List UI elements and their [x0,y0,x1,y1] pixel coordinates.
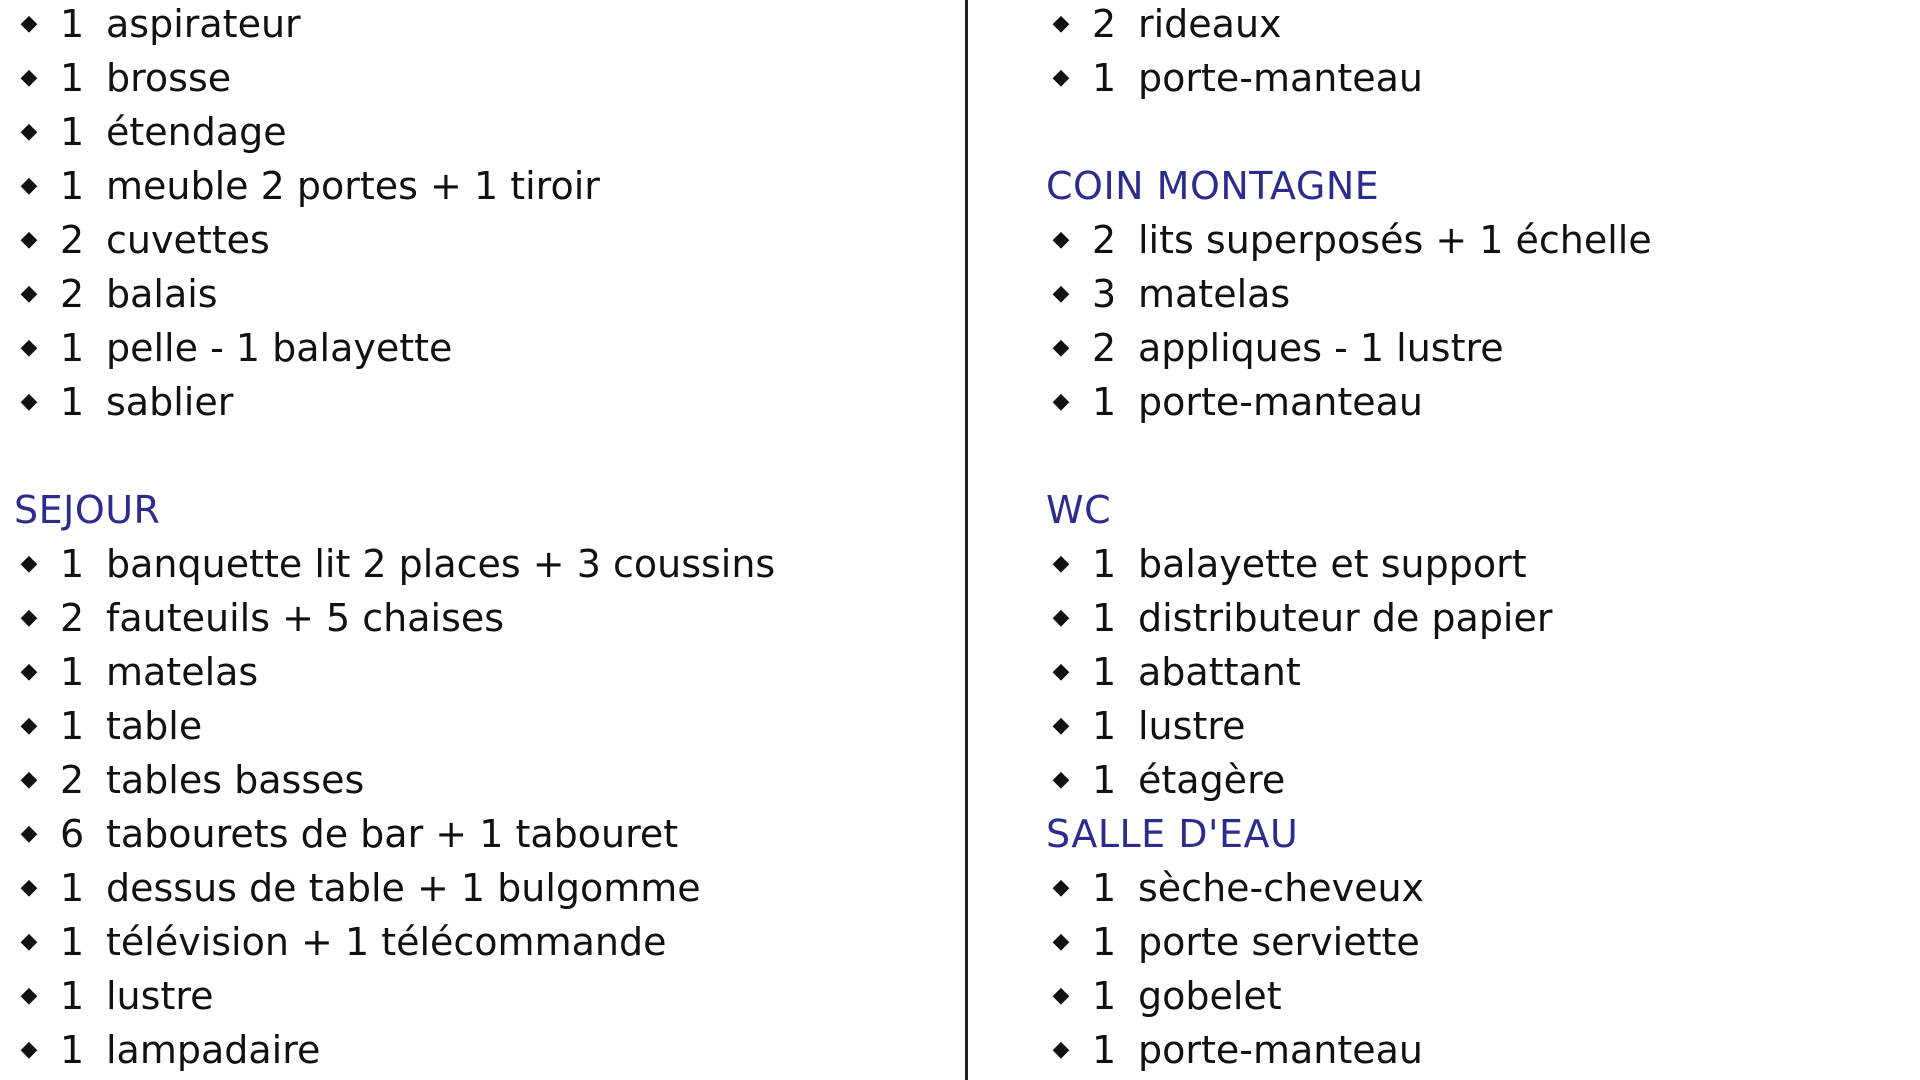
bullet-diamond-icon: ◆ [20,983,38,1008]
item-quantity: 6 [60,812,85,856]
item-label: lits superposés + 1 échelle [1138,218,1652,262]
bullet-diamond-icon: ◆ [20,119,38,144]
bullet-diamond-icon: ◆ [1052,713,1070,738]
item-quantity: 1 [60,56,85,100]
list-item [14,753,954,807]
list-item [1046,321,1906,375]
section-divers [1046,0,1906,105]
section-title-sejour: SEJOUR [14,488,161,532]
column-divider [965,0,968,1080]
item-label: sèche-cheveux [1138,866,1425,910]
item-quantity: 1 [1092,758,1117,802]
item-label: dessus de table + 1 bulgomme [106,866,701,910]
item-quantity: 1 [1092,1028,1117,1072]
item-quantity: 2 [1092,326,1117,370]
item-quantity: 2 [60,758,85,802]
bullet-diamond-icon: ◆ [20,659,38,684]
bullet-diamond-icon: ◆ [20,767,38,792]
list-item [1046,213,1906,267]
item-label: brosse [106,56,232,100]
item-quantity: 2 [60,596,85,640]
bullet-diamond-icon: ◆ [20,821,38,846]
list-item [14,645,954,699]
item-quantity: 1 [1092,650,1117,694]
list-item [14,537,954,591]
bullet-diamond-icon: ◆ [1052,65,1070,90]
bullet-diamond-icon: ◆ [20,65,38,90]
item-quantity: 1 [60,866,85,910]
item-quantity: 1 [60,326,85,370]
item-quantity: 1 [60,704,85,748]
item-label: gobelet [1138,974,1282,1018]
list-item [14,807,954,861]
bullet-diamond-icon: ◆ [20,1037,38,1062]
item-label: porte serviette [1138,920,1420,964]
item-label: lustre [106,974,214,1018]
list-item [1046,267,1906,321]
list-item [1046,861,1906,915]
item-label: matelas [1138,272,1291,316]
section-title-salle-d-eau: SALLE D'EAU [1046,812,1299,856]
list-item [14,51,954,105]
list-item [1046,0,1906,51]
item-label: étagère [1138,758,1286,802]
item-label: lustre [1138,704,1246,748]
list-item [14,105,954,159]
item-quantity: 1 [1092,974,1117,1018]
item-label: abattant [1138,650,1301,694]
item-label: tables basses [106,758,365,802]
item-label: étendage [106,110,287,154]
list-item [1046,915,1906,969]
item-quantity: 1 [60,2,85,46]
left-column [14,0,954,1077]
list-item [1046,753,1906,807]
list-item [14,375,954,429]
section-wc [1046,483,1906,807]
item-quantity: 1 [1092,866,1117,910]
item-quantity: 1 [1092,542,1117,586]
section-title-coin-montagne: COIN MONTAGNE [1046,164,1380,208]
section-title-wc: WC [1046,488,1112,532]
bullet-diamond-icon: ◆ [1052,389,1070,414]
list-item [1046,699,1906,753]
item-label: télévision + 1 télécommande [106,920,667,964]
bullet-diamond-icon: ◆ [20,605,38,630]
bullet-diamond-icon: ◆ [20,281,38,306]
bullet-diamond-icon: ◆ [20,389,38,414]
section-coin-montagne [1046,159,1906,429]
item-quantity: 1 [1092,920,1117,964]
item-label: pelle - 1 balayette [106,326,453,370]
bullet-diamond-icon: ◆ [1052,335,1070,360]
item-label: aspirateur [106,2,301,46]
item-label: banquette lit 2 places + 3 coussins [106,542,776,586]
list-item [14,267,954,321]
bullet-diamond-icon: ◆ [1052,983,1070,1008]
list-item [14,1023,954,1077]
list-item [14,915,954,969]
bullet-diamond-icon: ◆ [1052,929,1070,954]
item-quantity: 1 [60,164,85,208]
bullet-diamond-icon: ◆ [20,875,38,900]
item-label: appliques - 1 lustre [1138,326,1504,370]
list-item [1046,969,1906,1023]
list-item [14,591,954,645]
bullet-diamond-icon: ◆ [1052,1037,1070,1062]
item-label: sablier [106,380,234,424]
item-quantity: 2 [1092,2,1117,46]
item-label: distributeur de papier [1138,596,1553,640]
item-quantity: 1 [60,110,85,154]
bullet-diamond-icon: ◆ [20,713,38,738]
bullet-diamond-icon: ◆ [1052,227,1070,252]
bullet-diamond-icon: ◆ [1052,11,1070,36]
item-quantity: 1 [1092,596,1117,640]
list-item [1046,375,1906,429]
item-quantity: 1 [1092,380,1117,424]
bullet-diamond-icon: ◆ [1052,605,1070,630]
item-label: matelas [106,650,259,694]
bullet-diamond-icon: ◆ [1052,281,1070,306]
bullet-diamond-icon: ◆ [20,551,38,576]
section-menage [14,0,954,429]
item-label: cuvettes [106,218,270,262]
item-quantity: 1 [60,920,85,964]
item-quantity: 1 [60,380,85,424]
list-item [1046,1023,1906,1077]
item-label: porte-manteau [1138,380,1424,424]
item-label: balais [106,272,218,316]
item-label: table [106,704,203,748]
item-label: tabourets de bar + 1 tabouret [106,812,679,856]
bullet-diamond-icon: ◆ [20,929,38,954]
bullet-diamond-icon: ◆ [20,11,38,36]
item-quantity: 1 [1092,56,1117,100]
item-label: balayette et support [1138,542,1527,586]
bullet-diamond-icon: ◆ [1052,551,1070,576]
right-column [1046,0,1906,1077]
list-item [1046,645,1906,699]
section-sejour [14,483,954,1077]
list-item [14,321,954,375]
item-quantity: 2 [60,272,85,316]
item-quantity: 1 [60,650,85,694]
bullet-diamond-icon: ◆ [1052,875,1070,900]
list-item [14,969,954,1023]
item-quantity: 1 [1092,704,1117,748]
bullet-diamond-icon: ◆ [20,335,38,360]
list-item [1046,591,1906,645]
section-salle-d-eau [1046,807,1906,1077]
list-item [1046,537,1906,591]
item-quantity: 1 [60,974,85,1018]
list-item [14,699,954,753]
item-label: fauteuils + 5 chaises [106,596,505,640]
item-label: rideaux [1138,2,1282,46]
item-quantity: 1 [60,1028,85,1072]
bullet-diamond-icon: ◆ [20,227,38,252]
bullet-diamond-icon: ◆ [1052,767,1070,792]
item-label: meuble 2 portes + 1 tiroir [106,164,600,208]
list-item [14,159,954,213]
list-item [14,861,954,915]
bullet-diamond-icon: ◆ [20,173,38,198]
list-item [1046,51,1906,105]
bullet-diamond-icon: ◆ [1052,659,1070,684]
item-label: porte-manteau [1138,56,1424,100]
item-label: lampadaire [106,1028,321,1072]
item-quantity: 3 [1092,272,1117,316]
item-quantity: 1 [60,542,85,586]
item-quantity: 2 [1092,218,1117,262]
list-item [14,213,954,267]
list-item [14,0,954,51]
item-label: porte-manteau [1138,1028,1424,1072]
item-quantity: 2 [60,218,85,262]
